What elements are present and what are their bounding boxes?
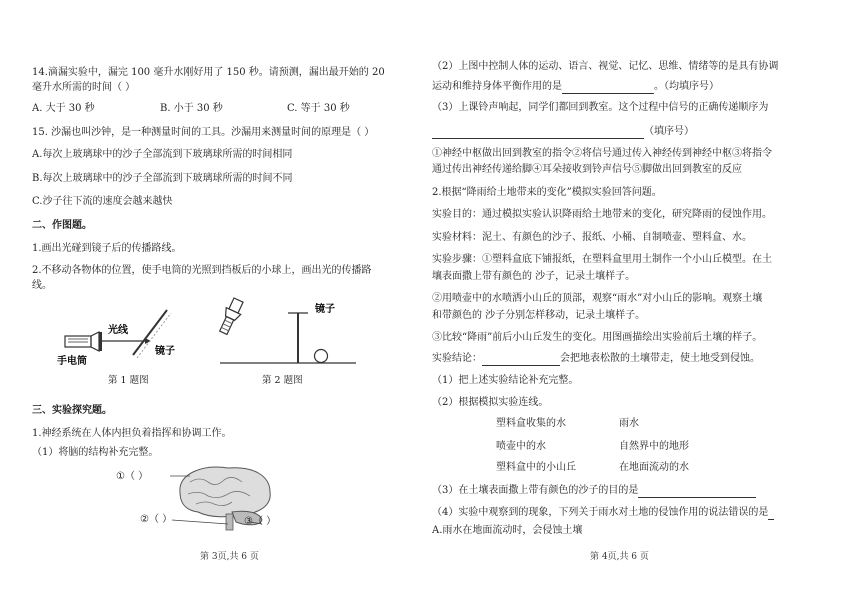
figure-1-flashlight-mirror (55, 298, 205, 370)
match-right-2[interactable]: 自然界中的地形 (619, 441, 689, 452)
r-s1: （1）把上述实验结论补充完整。 (432, 375, 579, 386)
r-conclusion-head: 实验结论： (432, 353, 482, 364)
r-aim: 实验目的：通过模拟实验认识降雨给土地带来的变化，研究降雨的侵蚀作用。 (432, 209, 772, 220)
r-conclusion-tail: 会把地表松散的土壤带走，使土地受到侵蚀。 (560, 353, 760, 364)
fig1-label-torch: 手电筒 (57, 356, 87, 367)
r-s4 (432, 506, 774, 520)
section2-item2-line1: 2.不移动各物体的位置，使手电筒的光照到挡板后的小球上，画出光的传播路 (32, 265, 372, 276)
r-s4-option-a[interactable]: A.雨水在地面流动时，会侵蚀土壤 (432, 525, 583, 536)
r-p3-blank[interactable] (432, 127, 644, 139)
section2-title: 二、作图题。 (32, 220, 92, 231)
section2-item2-line2: 线。 (32, 280, 52, 291)
section3-sub1: （1）将脑的结构补充完整。 (32, 447, 159, 458)
r-conclusion-blank[interactable] (482, 354, 560, 366)
brain-diagram (150, 462, 300, 534)
section3-title: 三、实验探究题。 (32, 405, 112, 416)
fig1-label-mirror: 镜子 (155, 346, 175, 357)
r-p3-tail: （填序号） (644, 126, 694, 137)
r-s3-blank[interactable] (638, 486, 756, 498)
fig1-label-light: 光线 (108, 325, 128, 336)
r-p2-tail: 。（均填序号） (654, 81, 719, 92)
brain-label-1[interactable]: ①（ ） (116, 471, 149, 482)
r-p2-text: 运动和维持身体平衡作用的是 (432, 81, 562, 92)
q14-stem-line1: 14.滴漏实验中，漏完 100 毫升水刚好用了 150 秒。请预测，漏出最开始的 20 (32, 67, 385, 78)
left-page-footer: 第 3页,共 6 页 (200, 552, 259, 562)
r-p3-line1: （3）上课铃声响起，同学们都回到教室。这个过程中信号的正确传递顺序为 (432, 102, 769, 113)
brain-label-3[interactable]: ③（ ） (244, 516, 277, 527)
r-s3 (432, 484, 756, 498)
section2-item1: 1.画出光碰到镜子后的传播路线。 (32, 243, 182, 254)
r-materials: 实验材料：泥土、有颜色的沙子、报纸、小桶、自制喷壶、塑料盒、水。 (432, 232, 752, 243)
q15-option-a[interactable]: A.每次上玻璃球中的沙子全部流到下玻璃球所需的时间相同 (32, 149, 293, 160)
r-p2-line1: （2）上图中控制人体的运动、语言、视觉、记忆、思维、情绪等的是具有协调 (432, 61, 779, 72)
match-right-1[interactable]: 雨水 (619, 418, 639, 429)
r-s3-text: （3）在土壤表面撒上带有颜色的沙子的目的是 (432, 485, 639, 496)
r-step1-line2: 壤表面撒上带有颜色的 沙子，记录土壤样子。 (432, 271, 636, 282)
r-step3: ③比较“降雨”前后小山丘发生的变化。用图画描绘出实验前后土壤的样子。 (432, 332, 763, 343)
r-p2-line2 (432, 80, 719, 94)
right-page (430, 0, 860, 608)
brain-label-2[interactable]: ②（ ） (140, 514, 173, 525)
fig2-caption: 第 2 题图 (262, 375, 303, 386)
r-p2-blank[interactable] (562, 82, 654, 94)
q15-stem: 15. 沙漏也叫沙钟，是一种测量时间的工具。沙漏用来测量时间的原理是（ ） (32, 127, 375, 138)
r-seq-line1: ①神经中枢做出回到教室的指令②将信号通过传入神经传到神经中枢③将指令 (432, 148, 772, 159)
q15-option-c[interactable]: C.沙子往下流的速度会越来越快 (32, 196, 173, 207)
r-s2: （2）根据模拟实验连线。 (432, 397, 549, 408)
q14-option-a[interactable]: A. 大于 30 秒 (32, 103, 95, 114)
q14-option-c[interactable]: C. 等于 30 秒 (287, 103, 350, 114)
right-page-footer: 第 4页,共 6 页 (590, 552, 649, 562)
section3-item1: 1.神经系统在人体内担负着指挥和协调工作。 (32, 428, 232, 439)
r-q2: 2.根据“降雨给土地带来的变化”模拟实验回答问题。 (432, 187, 662, 198)
r-p3-line2 (432, 125, 694, 139)
r-conclusion (432, 352, 760, 366)
fig1-caption: 第 1 题图 (108, 375, 149, 386)
match-left-3[interactable]: 塑料盒中的小山丘 (496, 462, 576, 473)
figure-2-flashlight-board-ball (218, 286, 358, 368)
q15-option-b[interactable]: B.每次上玻璃球中的沙子全部流到下玻璃球所需的时间不同 (32, 173, 293, 184)
q14-option-b[interactable]: B. 小于 30 秒 (160, 103, 223, 114)
match-right-3[interactable]: 在地面流动的水 (619, 462, 689, 473)
r-step1-line1: 实验步骤：①塑料盒底下铺报纸，在塑料盒里用土制作一个小山丘模型。在土 (432, 254, 772, 265)
r-seq-line2: 通过传出神经传递给脚④耳朵接收到铃声信号⑤脚做出回到教室的反应 (432, 164, 742, 175)
match-left-1[interactable]: 塑料盒收集的水 (496, 418, 566, 429)
r-s4-blank[interactable] (768, 508, 774, 520)
r-step2-line2: 和带颜色的 沙子分别怎样移动，记录土壤样子。 (432, 310, 646, 321)
match-left-2[interactable]: 喷壶中的水 (496, 441, 546, 452)
fig2-label-mirror: 镜子 (315, 304, 335, 315)
q14-stem-line2: 毫升水所需的时间（ ） (32, 82, 136, 93)
r-step2-line1: ②用喷壶中的水喷洒小山丘的顶部，观察“雨水”对小山丘的影响。观察土壤 (432, 293, 763, 304)
r-s4-text: （4）实验中观察到的现象，下列关于雨水对土地的侵蚀作用的说法错误的是 (432, 507, 769, 518)
